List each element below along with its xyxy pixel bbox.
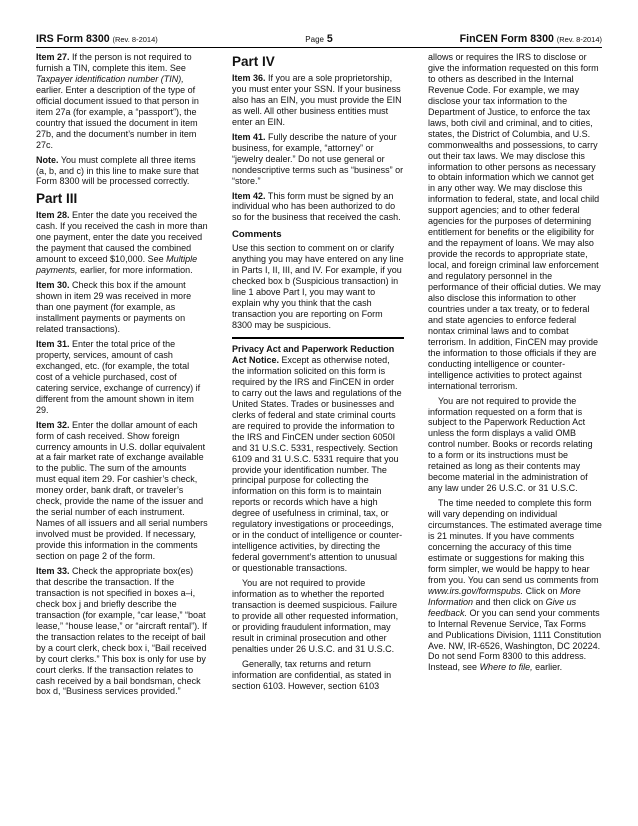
column-1 [36,52,208,701]
note: Note. You must complete all three items (a, b, and c) in this line to make sure that Form 8300 will be processed correctly. [36,154,199,187]
privacy-notice: Privacy Act and Paperwork Reduction Act Notice. Except as otherwise noted, the information solicited on this form is required by the IRS and FinCEN in order to carry out the laws and regulations of the United States. Trades or businesses and clerks of federal and state criminal courts are required to provide the information to the IRS and FinCEN under section 6050I and 31 U.S.C. 5331, respectively. Section 6109 and 31 U.S.C. 5331 require that you provide your identification number. The principal purpose for collecting the information on this form is to maintain reports or records which have a high degree of usefulness in criminal, tax, or regulatory investigations or proceedings, or in the conduct of intelligence or counter-intelligence activities, by directing the federal government’s attention to unusual or questionable transactions. [232,344,403,574]
column-2 [232,52,404,696]
item-33: Item 33. Check the appropriate box(es) that describe the transaction. If the transaction is not specified in boxes a–i, check box j and briefly describe the transaction (for example, “car lease,” “boat lease,” “house lease,” or “aircraft rental”). If the transaction relates to the receipt of bail by a court clerk, check box i, “Bail received by court clerks.” This box is only for use by court clerks. If the transaction relates to cash received by a bail bondsman, check box d, “Business services provided.” [36,565,208,697]
item-28: Item 28. Enter the date you received the cash. If you received the cash in more than one payment, enter the date you received the payment that caused the combined amount to exceed $10,000. See Multiple payments, earlier, for more information. [36,210,208,276]
form-title-fincen: FinCEN Form 8300 [459,33,554,45]
disclosure-paragraph: allows or requires the IRS to disclose or give the information requested on this form to others as described in the Internal Revenue Code. For example, we may disclose your tax information to the Department of Justice, to enforce the tax laws, both civil and criminal, and to cities, states, the District of Columbia, and U.S. commonwealths and possessions, to carry out their tax laws. We may disclose this information to other persons as necessary to obtain information which we cannot get in any other way. We may disclose this information to federal, state, and local child support agencies; and to other federal agencies for the purposes of determining entitlement for benefits or the eligibility for and the repayment of loans. We may also provide the records to appropriate state, local, and foreign criminal law enforcement and regulatory personnel in the performance of their official duties. We may also disclose this information to other countries under a tax treaty, or to federal and state agencies to enforce federal nontax criminal laws and to combat terrorism. In addition, FinCEN may provide the information to those officials if they are conducting intelligence or counter-intelligence activities to protect against international terrorism. [428,52,601,391]
item-30: Item 30. Check this box if the amount shown in item 29 was received in more than one payment (for example, as installment payments or payments on related transactions). [36,280,192,334]
page-number: 5 [326,33,333,45]
section-divider [232,337,404,339]
header-right [460,33,602,46]
item-36: Item 36. If you are a sole proprietorship, you must enter your SSN. If your business also has an EIN, you must provide the EIN as well. All other business entities must enter an EIN. [232,73,402,127]
item-42: Item 42. This form must be signed by an individual who has been authorized to do so for the business that received the cash. [232,190,401,223]
heading-part-3: Part III [36,191,78,207]
item-41: Item 41. Fully describe the nature of your business, for example, “attorney” or “jewelry dealer.” Do not use general or nondescriptive terms such as “business” or “store.” [232,131,404,186]
comments-text: Use this section to comment on or clarify anything you may have entered on any line in Parts I, II, III, and IV. For example, if you checked box b (Suspicious transaction) in line 1 above Part I, you may want to explain why you think that the cash transaction you are reporting on Form 8300 may be suspicious. [232,243,404,331]
omb-paragraph: You are not required to provide the information requested on a form that is subject to the Paperwork Reduction Act unless the form displays a valid OMB control number. Books or records relating to a form or its instructions must be retained as long as their contents may become material in the administration of any law under 26 U.S.C. or 31 U.S.C. [428,395,593,494]
heading-comments: Comments [232,229,282,241]
page-number-label: Page 5 [305,33,333,45]
irs-url-link[interactable]: www.irs.gov/formspubs. [428,585,524,596]
not-required-paragraph: You are not required to provide information as to whether the reported transaction is deemed suspicious. Failure to provide all other requested information, or providing fraudulent information, may result in criminal prosecution and other penalties under 26 U.S.C. and 31 U.S.C. [232,578,399,654]
confidential-paragraph: Generally, tax returns and return information are confidential, as stated in section 6103. However, section 6103 [232,658,392,691]
form-title-irs: IRS Form 8300 [36,33,110,45]
column-3 [428,52,602,677]
item-27: Item 27. If the person is not required to furnish a TIN, complete this item. See Taxpayer identification number (TIN), earlier. Enter a description of the type of official document issued to that person in item 27a (for example, a “passport”), the country that issued the document in item 27b, and the document’s number in item 27c. [36,52,199,150]
heading-part-4: Part IV [232,54,275,69]
revision-date: (Rev. 8-2014) [112,35,158,44]
time-estimate-paragraph: The time needed to complete this form will vary depending on individual circumstances. The estimated average time is 21 minutes. If you have comments concerning the accuracy of this time estimate or suggestions for making this form simpler, we would be happy to hear from you. You can send us comments from www.irs.gov/formspubs. Click on More Information and then click on Give us feedback. Or you can send your comments to Internal Revenue Service, Tax Forms and Publications Division, 1111 Constitution Ave. NW, IR-6526, Washington, DC 20224. Do not send Form 8300 to this address. Instead, see Where to file, earlier. [428,498,602,673]
item-32: Item 32. Enter the dollar amount of each form of cash received. Show foreign currency amounts in U.S. dollar equivalent at a fair market rate of exchange available to the public. The sum of the amounts must equal item 29. For cashier’s check, money order, bank draft, or traveler’s check, provide the name of the issuer and the serial number of each instrument. Names of all issuers and all serial numbers involved must be provided. If necessary, provide this information in the comments section on page 2 of the form. [36,419,208,562]
page-header [36,33,602,48]
item-31: Item 31. Enter the total price of the property, services, amount of cash exchanged, etc. (for example, the total cost of a vehicle purchased, cost of catering service, exchange of currency) if different from the amount shown in item 29. [36,338,201,415]
revision-date: (Rev. 8-2014) [556,35,602,44]
